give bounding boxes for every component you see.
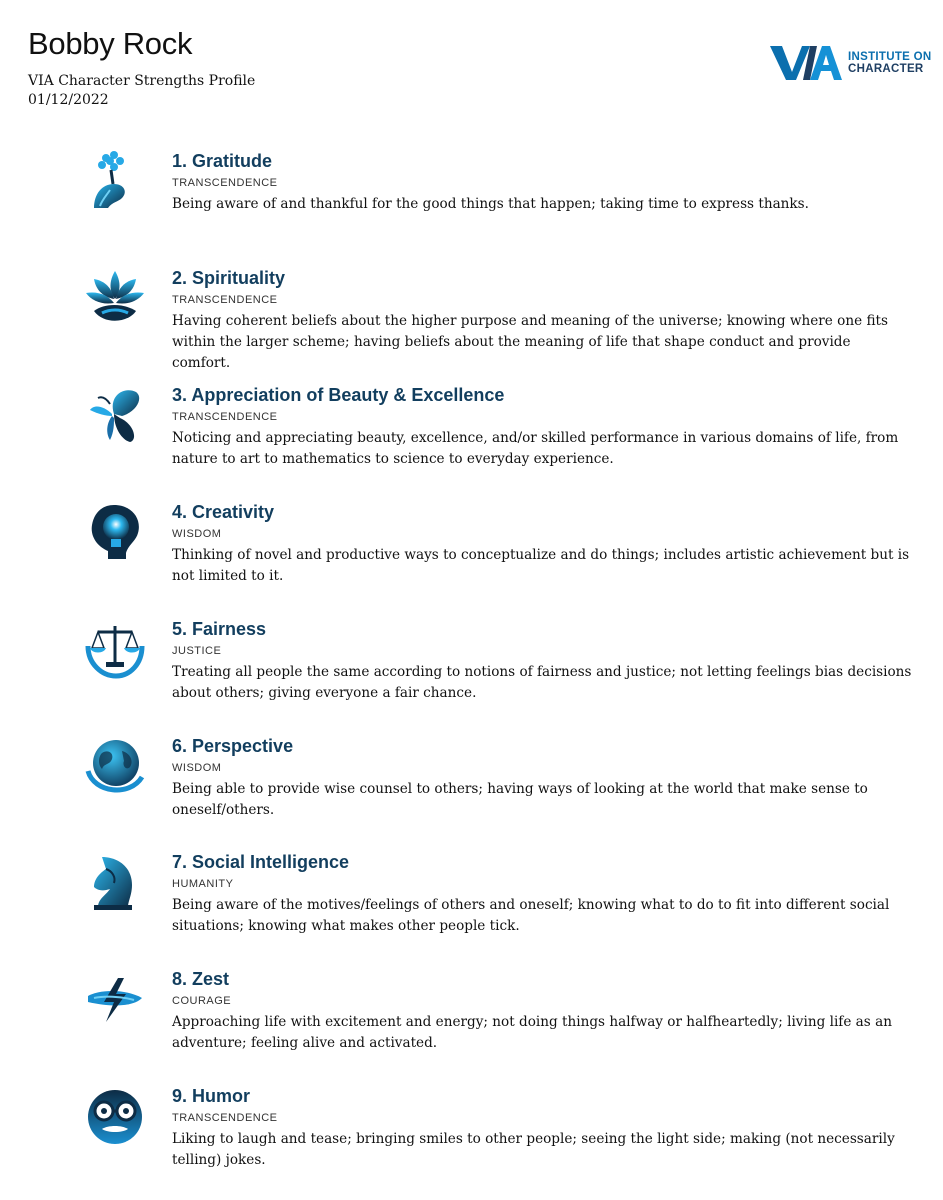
strength-virtue: COURAGE xyxy=(172,995,232,1007)
person-name: Bobby Rock xyxy=(28,26,193,61)
lightning-bolt-icon xyxy=(84,968,146,1030)
strength-description: Noticing and appreciating beauty, excellence, and/or skilled performance in various domains of life, from nature to art to mathematics to science to everyday experience. xyxy=(172,430,899,467)
lotus-icon xyxy=(84,267,146,329)
strength-virtue: TRANSCENDENCE xyxy=(172,294,278,306)
strength-virtue: HUMANITY xyxy=(172,878,234,890)
strength-description: Thinking of novel and productive ways to conceptualize and do things; includes artistic achievement but is not limited to it. xyxy=(172,547,910,584)
via-logo xyxy=(770,40,940,84)
strength-description: Being able to provide wise counsel to others; having ways of looking at the world that make sense to oneself/others. xyxy=(172,781,868,818)
via-logo-mark xyxy=(770,40,850,84)
flower-hand-icon xyxy=(84,150,146,212)
profile-subtitle: VIA Character Strengths Profile xyxy=(28,73,256,89)
strength-virtue: WISDOM xyxy=(172,762,222,774)
strength-description: Approaching life with excitement and energy; not doing things halfway or halfheartedly; living life as an adventure; feeling alive and activated. xyxy=(172,1014,892,1051)
strength-virtue: TRANSCENDENCE xyxy=(172,177,278,189)
chess-knight-icon xyxy=(84,851,146,913)
logo-line-2: CHARACTER xyxy=(848,63,924,75)
strength-title: 2. Spirituality xyxy=(172,268,286,288)
strength-description: Liking to laugh and tease; bringing smiles to other people; seeing the light side; making (not necessarily telling) jokes. xyxy=(172,1131,895,1168)
butterfly-icon xyxy=(84,384,146,446)
scales-icon xyxy=(84,618,146,680)
strength-title: 5. Fairness xyxy=(172,619,267,639)
strength-title: 4. Creativity xyxy=(172,502,275,522)
profile-header xyxy=(28,26,255,110)
profile-date: 01/12/2022 xyxy=(28,92,109,108)
strength-title: 9. Humor xyxy=(172,1086,251,1106)
strength-description: Treating all people the same according to notions of fairness and justice; not letting feelings bias decisions about others; giving everyone a fair chance. xyxy=(172,664,912,701)
globe-icon xyxy=(84,735,146,797)
strength-title: 1. Gratitude xyxy=(172,151,273,171)
strength-title: 7. Social Intelligence xyxy=(172,852,350,872)
strength-virtue: JUSTICE xyxy=(172,645,222,657)
lightbulb-head-icon xyxy=(84,501,146,563)
strength-title: 3. Appreciation of Beauty & Excellence xyxy=(172,385,505,405)
glasses-face-icon xyxy=(84,1085,146,1147)
strength-description: Being aware of the motives/feelings of others and oneself; knowing what to do to fit into different social situations; knowing what makes other people tick. xyxy=(172,897,890,934)
logo-line-1: INSTITUTE ON xyxy=(848,51,932,63)
strength-description: Having coherent beliefs about the higher purpose and meaning of the universe; knowing where one fits within the larger scheme; having beliefs about the meaning of life that shape conduct and provide comfort. xyxy=(172,313,888,371)
strength-virtue: TRANSCENDENCE xyxy=(172,411,278,423)
strength-virtue: TRANSCENDENCE xyxy=(172,1112,278,1124)
strength-title: 6. Perspective xyxy=(172,736,294,756)
strength-description: Being aware of and thankful for the good things that happen; taking time to express thanks. xyxy=(172,196,809,212)
strength-title: 8. Zest xyxy=(172,969,230,989)
strength-virtue: WISDOM xyxy=(172,528,222,540)
